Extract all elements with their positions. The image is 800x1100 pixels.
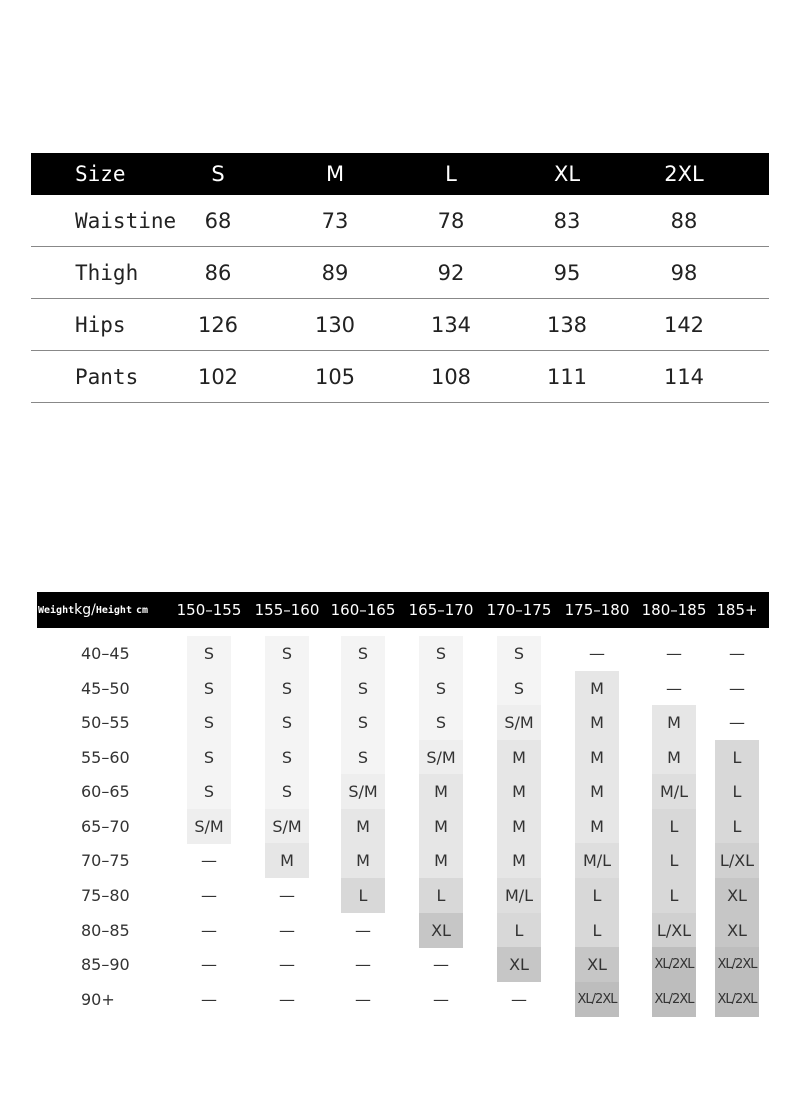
size-recommendation-cell: XL [509,954,529,974]
size-recommendation-cell: M [512,747,526,767]
size-recommendation-cell: S [357,747,369,767]
height-header-cell: 180–185 [641,601,707,619]
height-header-cell: 155–160 [254,601,320,619]
size-recommendation-cell: — [666,643,682,663]
size-recommendation-cell: M [434,850,448,870]
corner-kg-unit: kg/ [74,602,96,618]
size-recommendation-cell: S [281,747,293,767]
size-recommendation-cell: S [435,678,447,698]
table-cell: 111 [546,364,588,389]
table-cell: 92 [437,260,465,285]
size-recommendation-cell: — [279,885,295,905]
size-recommendation-cell: — [589,643,605,663]
size-measurement-table [31,153,769,403]
size-recommendation-cell: L [732,781,742,801]
table-cell: 130 [314,312,356,337]
size-recommendation-cell: S [435,712,447,732]
size-recommendation-cell: L [669,816,679,836]
weight-height-size-chart [37,592,769,1042]
size-recommendation-cell: S [357,712,369,732]
weight-row-label: 65–70 [81,816,130,836]
size-table-header [31,153,769,195]
size-header-s: S [211,162,225,186]
size-recommendation-cell: — [729,678,745,698]
size-recommendation-cell: S/M [426,747,456,767]
table-cell: 105 [314,364,356,389]
size-recommendation-cell: M/L [504,885,534,905]
size-recommendation-cell: L [592,920,602,940]
chart-header-bar [37,592,769,628]
weight-row-label: 45–50 [81,678,130,698]
size-recommendation-cell: — [279,954,295,974]
table-cell: 83 [553,208,581,233]
size-recommendation-cell: L/XL [719,850,755,870]
size-recommendation-cell: S [281,781,293,801]
height-header-cell: 185+ [716,601,758,619]
size-recommendation-cell: M/L [659,781,689,801]
size-recommendation-cell: M [590,781,604,801]
row-label-waistine: Waistine [75,208,177,233]
size-recommendation-cell: — [355,989,371,1009]
size-recommendation-cell: S [203,643,215,663]
size-header-xl: XL [553,162,581,186]
height-header-cell: 170–175 [486,601,552,619]
size-recommendation-cell: S/M [504,712,534,732]
size-recommendation-cell: S/M [272,816,302,836]
size-recommendation-cell: — [201,954,217,974]
size-recommendation-cell: S [203,678,215,698]
size-recommendation-cell: M [590,712,604,732]
size-recommendation-cell: M [434,781,448,801]
size-recommendation-cell: L [732,816,742,836]
row-label-hips: Hips [75,312,126,337]
weight-row-label: 55–60 [81,747,130,767]
size-recommendation-cell: XL/2XL [717,991,757,1007]
weight-row-label: 90+ [81,989,115,1009]
size-recommendation-cell: L [592,885,602,905]
table-cell: 102 [197,364,239,389]
size-recommendation-cell: M/L [582,850,612,870]
size-recommendation-cell: M [356,816,370,836]
size-recommendation-cell: M [280,850,294,870]
size-recommendation-cell: S [357,678,369,698]
table-cell: 126 [197,312,239,337]
table-row [31,299,769,351]
weight-row-label: 60–65 [81,781,130,801]
size-recommendation-cell: XL [727,920,747,940]
size-recommendation-cell: M [590,747,604,767]
weight-row-label: 80–85 [81,920,130,940]
height-header-cell: 150–155 [176,601,242,619]
table-cell: 108 [430,364,472,389]
size-header-l: L [445,162,457,186]
size-recommendation-cell: — [666,678,682,698]
size-recommendation-cell: — [201,850,217,870]
height-header-cell: 165–170 [408,601,474,619]
table-row [31,195,769,247]
size-recommendation-cell: S [281,678,293,698]
size-recommendation-cell: — [355,954,371,974]
size-recommendation-cell: S [281,643,293,663]
size-recommendation-cell: — [433,954,449,974]
size-recommendation-cell: — [279,920,295,940]
size-recommendation-cell: L [732,747,742,767]
size-recommendation-cell: S [281,712,293,732]
size-recommendation-cell: XL/2XL [577,991,617,1007]
size-recommendation-cell: S [513,643,525,663]
size-recommendation-cell: M [590,678,604,698]
size-recommendation-cell: — [201,885,217,905]
size-recommendation-cell: L/XL [656,920,692,940]
table-row [31,351,769,403]
size-recommendation-cell: S [203,781,215,801]
table-row [31,247,769,299]
size-recommendation-cell: S/M [348,781,378,801]
size-recommendation-cell: — [729,712,745,732]
size-recommendation-cell: — [433,989,449,1009]
size-recommendation-cell: — [201,989,217,1009]
height-header-cell: 160–165 [330,601,396,619]
table-cell: 114 [663,364,705,389]
table-cell: 88 [670,208,698,233]
size-recommendation-cell: XL/2XL [654,956,694,972]
size-header-label: Size [75,162,126,186]
size-recommendation-cell: M [667,712,681,732]
table-cell: 89 [321,260,349,285]
weight-row-label: 70–75 [81,850,130,870]
size-recommendation-cell: — [729,643,745,663]
size-recommendation-cell: M [512,781,526,801]
table-cell: 134 [430,312,472,337]
table-cell: 98 [670,260,698,285]
size-recommendation-cell: — [511,989,527,1009]
size-recommendation-cell: XL [431,920,451,940]
row-label-pants: Pants [75,364,139,389]
size-recommendation-cell: XL/2XL [717,956,757,972]
size-recommendation-cell: S/M [194,816,224,836]
size-recommendation-cell: L [514,920,524,940]
corner-weight: Weight [38,604,75,616]
size-recommendation-cell: L [436,885,446,905]
size-header-m: M [325,162,345,186]
size-recommendation-cell: M [356,850,370,870]
corner-height: Height [95,604,132,616]
size-recommendation-cell: S [357,643,369,663]
size-recommendation-cell: L [669,850,679,870]
table-cell: 142 [663,312,705,337]
row-label-thigh: Thigh [75,260,139,285]
size-recommendation-cell: XL [727,885,747,905]
size-recommendation-cell: XL [587,954,607,974]
size-recommendation-cell: L [358,885,368,905]
weight-row-label: 40–45 [81,643,130,663]
size-recommendation-cell: — [279,989,295,1009]
size-recommendation-cell: S [203,747,215,767]
weight-row-label: 85–90 [81,954,130,974]
table-cell: 86 [204,260,232,285]
table-cell: 138 [546,312,588,337]
weight-row-label: 50–55 [81,712,130,732]
size-recommendation-cell: M [434,816,448,836]
table-cell: 73 [321,208,349,233]
size-recommendation-cell: XL/2XL [654,991,694,1007]
table-cell: 68 [204,208,232,233]
size-recommendation-cell: S [203,712,215,732]
table-cell: 95 [553,260,581,285]
size-recommendation-cell: S [513,678,525,698]
height-header-cell: 175–180 [564,601,630,619]
table-cell: 78 [437,208,465,233]
size-recommendation-cell: — [355,920,371,940]
size-recommendation-cell: L [669,885,679,905]
corner-cm-unit: cm [135,604,149,616]
size-recommendation-cell: — [201,920,217,940]
size-recommendation-cell: M [512,850,526,870]
size-recommendation-cell: M [667,747,681,767]
size-header-2xl: 2XL [664,162,704,186]
corner-label [38,592,148,628]
weight-row-label: 75–80 [81,885,130,905]
size-recommendation-cell: S [435,643,447,663]
size-recommendation-cell: M [590,816,604,836]
size-recommendation-cell: M [512,816,526,836]
